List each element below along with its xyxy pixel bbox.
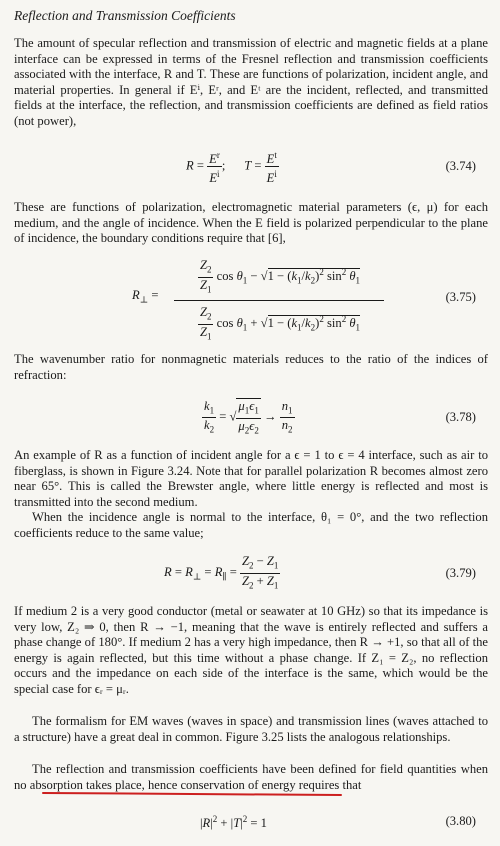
equation-3-78 <box>14 396 488 440</box>
paragraph-5: When the incidence angle is normal to the interface, θ₁ = 0°, and the two reflection coefficients reduce to the same value; <box>14 510 488 540</box>
r-perp-symbol: $R_\perp$ = <box>132 288 159 305</box>
paragraph-2: These are functions of polarization, electromagnetic material parameters (ϵ, μ) for each medium, and the angle of incidence. When the E field is polarized perpendicular to the plane of incidence, the boundary conditions require that [6], <box>14 200 488 246</box>
paragraph-3: The wavenumber ratio for nonmagnetic materials reduces to the ratio of the indices of refraction: <box>14 352 488 382</box>
equation-3-78-body: $\frac{k_1}{k_2}$ = √ $\frac{\mu_1\epsilon_1}{\mu_2\epsilon_2}$ → $\frac{n_1}{n_2}$ <box>204 398 293 436</box>
equation-number: (3.79) <box>445 566 476 580</box>
paragraph-6: If medium 2 is a very good conductor (metal or seawater at 10 GHz) so that its impedance is very low, Z₂ ⇒ 0, then R → −1, meaning that the wave is entirely reflected and suffers a phase change of 180°. If medium 2 has a very high impedance, then R → +1, so that all of the energy is again reflected, but this time without a phase change. If Z₁ = Z₂, no reflection occurs and the impedance on each side of the interface is the same, which would be the special case for ϵᵣ = μᵣ. <box>14 604 488 696</box>
equation-number: (3.74) <box>445 159 476 173</box>
paragraph-1: The amount of specular reflection and transmission of electric and magnetic fields at a plane interface can be expressed in terms of the Fresnel reflection and transmission coefficients associated with the interface, R and T. These are functions of polarization, incident angle, and material properties. In general if Eⁱ, Eʳ, and Eᵗ are the incident, reflected, and transmitted fields at the interface, the reflection, and transmission coefficients are defined as field ratios (not power), <box>14 36 488 128</box>
equation-3-80 <box>14 812 488 836</box>
equation-number: (3.75) <box>445 290 476 304</box>
equation-3-74-body: R = $\frac{E^r}{E^i}$ ; T = $\frac{E^t}{E^i}$ <box>186 150 277 186</box>
section-heading: Reflection and Transmission Coefficients <box>14 8 236 23</box>
equation-number: (3.80) <box>445 814 476 828</box>
equation-3-75-fraction: $\frac{Z_2}{Z_1}$ $\cos \theta_1 - √1 - (k_1/k_2)^2$ $\sin^2 \theta_1$ $\frac{Z_2}{Z_1}$ $\cos \theta_1 + √1 - (k_1/k_2)^2$ $\sin^2 \theta_1$ <box>174 258 384 343</box>
equation-3-75 <box>14 258 488 342</box>
paragraph-7: The formalism for EM waves (waves in space) and transmission lines (waves attached to a structure) have a great deal in common. Figure 3.25 lists the analogous relationships. <box>14 714 488 744</box>
equation-3-79 <box>14 552 488 596</box>
paragraph-4: An example of R as a function of incident angle for a ϵ = 1 to ϵ = 4 interface, such as air to fiberglass, is shown in Figure 3.24. Note that for parallel polarization R becomes almost zero near 65°. This is called the Brewster angle, where little energy is reflected and most is transmitted into the second medium. <box>14 448 488 509</box>
equation-3-79-body: $R = R_\perp = R_\parallel$ = $\frac{Z_2 - Z_1}{Z_2 + Z_1}$ <box>164 554 279 591</box>
paragraph-8: The reflection and transmission coefficients have been defined for field quantities when no absorption takes place, hence conservation of energy requires that <box>14 762 488 792</box>
equation-3-80-body: $|R|^2 + |T|^2 = 1$ <box>200 814 267 831</box>
equation-3-74 <box>14 146 488 186</box>
equation-number: (3.78) <box>445 410 476 424</box>
